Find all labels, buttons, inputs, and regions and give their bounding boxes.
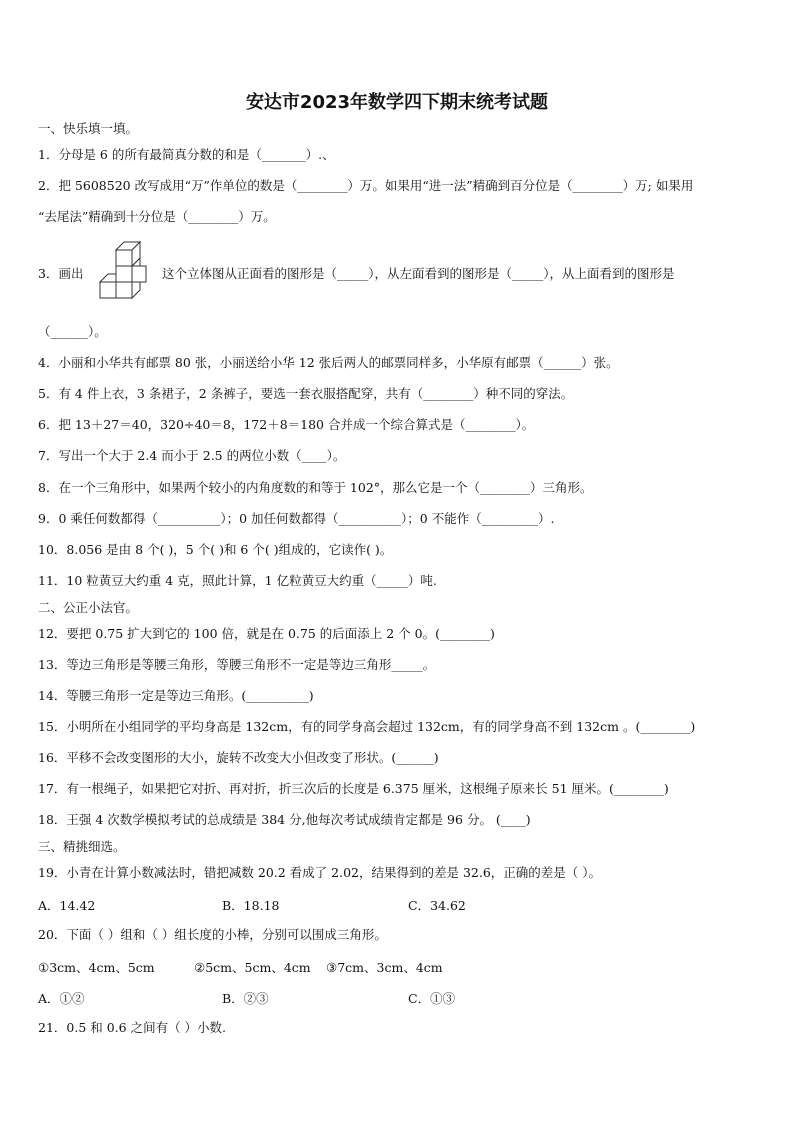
question-13: 13．等边三角形是等腰三角形，等腰三角形不一定是等边三角形_____。 bbox=[38, 657, 436, 672]
question-20-option-c: C．①③ bbox=[408, 991, 456, 1006]
section-heading-3: 三、精挑细选。 bbox=[38, 839, 126, 854]
question-11: 11．10 粒黄豆大约重 4 克，照此计算，1 亿粒黄豆大约重（_____）吨. bbox=[38, 573, 437, 588]
question-17: 17．有一根绳子，如果把它对折、再对折，折三次后的长度是 6.375 厘米，这根绳子原来长 51 厘米。(________) bbox=[38, 781, 669, 796]
cube-stack-figure bbox=[98, 240, 150, 302]
question-2-line-2: “去尾法”精确到十分位是（________）万。 bbox=[38, 209, 276, 224]
question-3-text: 这个立体图从正面看的图形是（_____），从左面看到的图形是（_____），从上面看到的图形是 bbox=[162, 266, 675, 281]
question-19-option-a: A．14.42 bbox=[38, 898, 96, 913]
section-heading-1: 一、快乐填一填。 bbox=[38, 121, 139, 136]
question-20: 20．下面（ ）组和（ ）组长度的小棒，分别可以围成三角形。 bbox=[38, 927, 387, 942]
question-19-option-b: B．18.18 bbox=[222, 898, 280, 913]
question-2-line-1: 2．把 5608520 改写成用“万”作单位的数是（________）万。如果用“进一法”精确到百分位是（________）万; 如果用 bbox=[38, 178, 694, 193]
question-20-set-3: ③7cm、3cm、4cm bbox=[326, 960, 443, 975]
question-19: 19．小青在计算小数减法时，错把减数 20.2 看成了 2.02，结果得到的差是 32.6，正确的差是（ ）。 bbox=[38, 865, 602, 880]
question-20-option-a: A．①② bbox=[38, 991, 85, 1006]
question-20-option-b: B．②③ bbox=[222, 991, 269, 1006]
question-10: 10．8.056 是由 8 个( )，5 个( )和 6 个( )组成的，它读作( )。 bbox=[38, 542, 393, 557]
question-6: 6．把 13＋27＝40，320÷40＝8，172＋8＝180 合并成一个综合算式是（________）。 bbox=[38, 417, 535, 432]
question-1: 1．分母是 6 的所有最简真分数的和是（_______）.、 bbox=[38, 147, 335, 162]
question-14: 14．等腰三角形一定是等边三角形。(__________) bbox=[38, 688, 314, 703]
page-title: 安达市2023年数学四下期末统考试题 bbox=[245, 92, 549, 113]
question-8: 8．在一个三角形中，如果两个较小的内角度数的和等于 102°，那么它是一个（________）三角形。 bbox=[38, 480, 593, 495]
question-9: 9．0 乘任何数都得（__________）；0 加任何数都得（__________）；0 不能作（_________）. bbox=[38, 511, 555, 526]
question-20-set-2: ②5cm、5cm、4cm bbox=[194, 960, 311, 975]
question-12: 12．要把 0.75 扩大到它的 100 倍，就是在 0.75 的后面添上 2 个 0。(________) bbox=[38, 626, 495, 641]
question-7: 7．写出一个大于 2.4 而小于 2.5 的两位小数（____）。 bbox=[38, 448, 346, 463]
question-3-end: （______）。 bbox=[38, 324, 107, 339]
question-18: 18．王强 4 次数学模拟考试的总成绩是 384 分,他每次考试成绩肯定都是 96 分。 (____) bbox=[38, 812, 531, 827]
section-heading-2: 二、公正小法官。 bbox=[38, 600, 139, 615]
question-20-set-1: ①3cm、4cm、5cm bbox=[38, 960, 155, 975]
question-21: 21．0.5 和 0.6 之间有（ ）小数. bbox=[38, 1020, 227, 1035]
question-19-option-c: C．34.62 bbox=[408, 898, 466, 913]
question-4: 4．小丽和小华共有邮票 80 张，小丽送给小华 12 张后两人的邮票同样多，小华原有邮票（______）张。 bbox=[38, 355, 619, 370]
question-16: 16．平移不会改变图形的大小，旋转不改变大小但改变了形状。(______) bbox=[38, 750, 439, 765]
question-3-label: 3．画出 bbox=[38, 266, 84, 281]
question-5: 5．有 4 件上衣，3 条裙子，2 条裤子，要选一套衣服搭配穿，共有（________）种不同的穿法。 bbox=[38, 386, 574, 401]
question-15: 15．小明所在小组同学的平均身高是 132cm，有的同学身高会超过 132cm，有的同学身高不到 132cm 。(________) bbox=[38, 719, 696, 734]
